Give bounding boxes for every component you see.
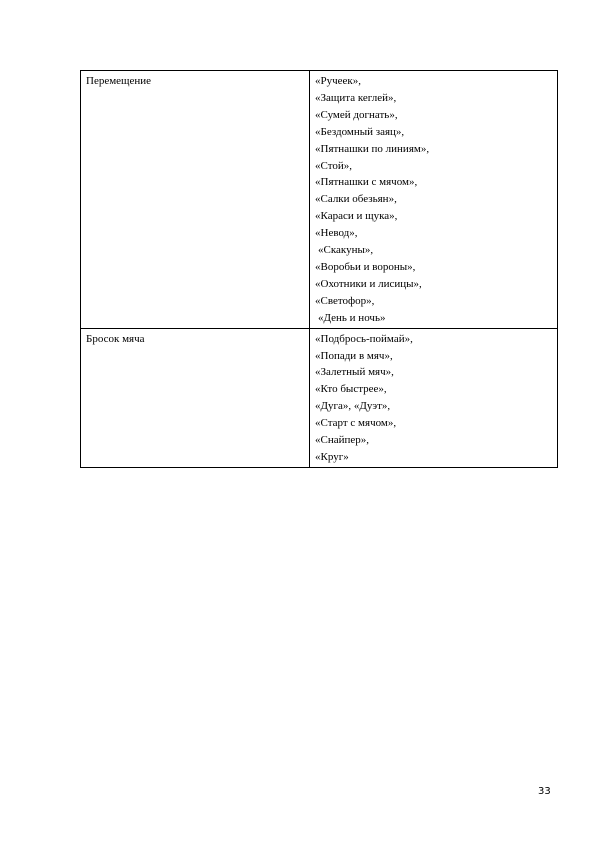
category-cell: Перемещение	[81, 71, 310, 329]
game-item: «Круг»	[315, 450, 349, 463]
game-item: «Старт с мячом»,	[315, 417, 397, 430]
table-row	[81, 328, 558, 467]
game-item: «Сумей догнать»,	[315, 108, 398, 121]
games-cell	[310, 328, 558, 467]
game-item: «День и ночь»	[318, 311, 386, 324]
games-list	[315, 73, 553, 327]
games-table	[80, 70, 558, 468]
game-item: «Залетный мяч»,	[315, 366, 394, 379]
page-number: 33	[538, 786, 551, 797]
game-item: «Пятнашки с мячом»,	[315, 176, 418, 189]
game-item: «Пятнашки по линиям»,	[315, 142, 430, 155]
table-row	[81, 71, 558, 329]
game-item: «Кто быстрее»,	[315, 383, 387, 396]
game-item: «Бездомный заяц»,	[315, 125, 405, 138]
category-cell: Бросок мяча	[81, 328, 310, 467]
game-item: «Подбрось-поймай»,	[315, 332, 413, 345]
games-cell	[310, 71, 558, 329]
game-item: «Стой»,	[315, 159, 352, 172]
game-item: «Невод»,	[315, 227, 358, 240]
game-item: «Светофор»,	[315, 294, 375, 307]
game-item: «Снайпер»,	[315, 434, 370, 447]
game-item: «Воробьи и вороны»,	[315, 260, 416, 273]
games-list	[315, 331, 553, 466]
game-item: «Охотники и лисицы»,	[315, 277, 422, 290]
game-item: «Скакуны»,	[318, 244, 374, 257]
game-item: «Салки обезьян»,	[315, 193, 397, 206]
game-item: «Караси и щука»,	[315, 210, 398, 223]
game-item: «Ручеек»,	[315, 75, 362, 87]
game-item: «Попади в мяч»,	[315, 349, 393, 362]
game-item: «Дуга», «Дуэт»,	[315, 400, 391, 413]
game-item: «Защита кеглей»,	[315, 91, 397, 104]
